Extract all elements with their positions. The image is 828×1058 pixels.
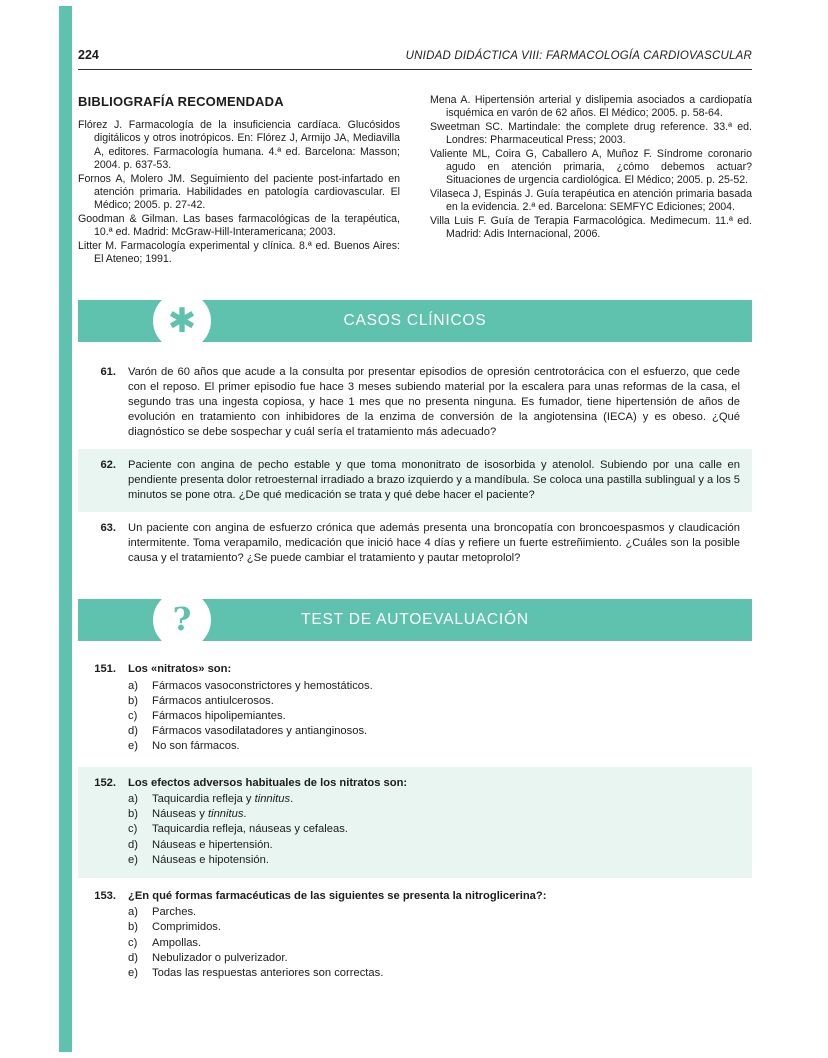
answer-option xyxy=(90,920,740,935)
option-letter: a) xyxy=(128,906,138,919)
page-content xyxy=(78,48,752,993)
running-title: UNIDAD DIDÁCTICA VIII: FARMACOLOGÍA CARDIOVASCULAR xyxy=(405,50,752,62)
question-head xyxy=(90,776,740,791)
text-segment: Fármacos hipolipemiantes. xyxy=(152,710,286,723)
answer-option xyxy=(90,838,740,853)
text-segment: Fármacos antiulcerosos. xyxy=(152,694,274,707)
question-mark-icon xyxy=(153,591,211,649)
answer-option xyxy=(90,951,740,966)
answer-option xyxy=(90,822,740,837)
text-segment: . xyxy=(290,792,294,805)
option-text xyxy=(152,853,740,868)
option-letter: e) xyxy=(128,966,138,979)
text-segment: Todas las respuestas anteriores son correctas. xyxy=(152,966,384,979)
page-number: 224 xyxy=(78,48,99,62)
option-letter: c) xyxy=(128,823,138,836)
test-question xyxy=(78,767,752,878)
clinical-case xyxy=(78,512,752,575)
reference-entry: Litter M. Farmacología experimental y clínica. 8.ª ed. Buenos Aires: El Ateneo; 1991. xyxy=(78,239,400,266)
option-letter: b) xyxy=(128,921,138,934)
question-stem: ¿En qué formas farmacéuticas de las siguientes se presenta la nitroglicerina?: xyxy=(128,889,547,902)
option-text xyxy=(152,709,740,724)
text-segment: Nebulizador o pulverizador. xyxy=(152,951,288,964)
text-segment: Fármacos vasoconstrictores y hemostáticos. xyxy=(152,679,373,692)
bibliography-section xyxy=(78,94,752,266)
test-question xyxy=(78,653,752,764)
option-letter: c) xyxy=(128,710,138,723)
text-segment: Náuseas e hipotensión. xyxy=(152,853,269,866)
option-letter: b) xyxy=(128,808,138,821)
option-letter: d) xyxy=(128,951,138,964)
case-number: 61. xyxy=(100,366,116,379)
option-text xyxy=(152,724,740,739)
text-segment: Fármacos vasodilatadores y antianginosos. xyxy=(152,725,368,738)
reference-entry: Goodman & Gilman. Las bases farmacológicas de la terapéutica, 10.ª ed. Madrid: McGraw-Hill-Interamericana; 2003. xyxy=(78,212,400,239)
option-text xyxy=(152,694,740,709)
italic-term: tinnitus xyxy=(207,808,244,821)
reference-entry: Villa Luis F. Guía de Terapia Farmacológica. Medimecum. 11.ª ed. Madrid: Adis Internacional, 2006. xyxy=(430,214,752,241)
option-text xyxy=(152,807,740,822)
case-text: Un paciente con angina de esfuerzo crónica que además presenta una broncopatía con broncoespasmos y claudicación intermitente. Toma verapamilo, medicación que inició hace 4 días y refiere un fuerte estreñimiento. ¿Cuáles son la posible causa y el tratamiento? ¿Se puede cambiar el tratamiento y pautar metoprolol? xyxy=(128,522,740,565)
case-number: 63. xyxy=(100,522,116,535)
answer-option xyxy=(90,807,740,822)
section-title-casos: CASOS CLÍNICOS xyxy=(343,312,487,330)
options-list xyxy=(90,905,740,981)
reference-entry: Vilaseca J, Espinás J. Guía terapéutica en atención primaria basada en la evidencia. 2.ª ed. Barcelona: SEMFYC Ediciones; 2004. xyxy=(430,187,752,214)
option-text xyxy=(152,951,740,966)
option-letter: d) xyxy=(128,725,138,738)
asterisk-glyph: ✱ xyxy=(167,302,197,341)
test-questions-list xyxy=(78,653,752,991)
question-stem: Los efectos adversos habituales de los nitratos son: xyxy=(128,776,408,789)
section-banner-casos-clinicos xyxy=(78,300,752,342)
question-number: 151. xyxy=(94,663,116,676)
answer-option xyxy=(90,853,740,868)
option-letter: b) xyxy=(128,694,138,707)
bibliography-right-column xyxy=(430,94,752,266)
text-segment: Ampollas. xyxy=(152,936,202,949)
option-text xyxy=(152,792,740,807)
option-text xyxy=(152,936,740,951)
reference-entry: Mena A. Hipertensión arterial y dislipemia asociados a cardiopatía isquémica en varón de 62 años. El Médico; 2005. p. 58-64. xyxy=(430,94,752,120)
option-letter: d) xyxy=(128,838,138,851)
page-header xyxy=(78,48,752,70)
reference-entry: Flórez J. Farmacología de la insuficiencia cardíaca. Glucósidos digitálicos y otros inotrópicos. En: Flórez J, Armijo JA, Mediavilla A, editores. Farmacología humana. 4.ª ed. Barcelona: Masson; 2004. p. 637-53. xyxy=(78,119,400,172)
option-text xyxy=(152,966,740,981)
text-segment: Taquicardia refleja y xyxy=(152,792,255,805)
text-segment: . xyxy=(243,808,247,821)
answer-option xyxy=(90,739,740,754)
clinical-case xyxy=(78,449,752,512)
answer-option xyxy=(90,792,740,807)
option-text xyxy=(152,838,740,853)
case-number: 62. xyxy=(100,459,116,472)
answer-option xyxy=(90,724,740,739)
text-segment: Náuseas y xyxy=(152,808,208,821)
option-letter: a) xyxy=(128,792,138,805)
options-list xyxy=(90,792,740,868)
section-banner-test-autoevaluacion xyxy=(78,599,752,641)
answer-option xyxy=(90,709,740,724)
bibliography-title: BIBLIOGRAFÍA RECOMENDADA xyxy=(78,94,284,109)
reference-entry: Valiente ML, Coira G, Caballero A, Muñoz F. Síndrome coronario agudo en atención primaria, ¿cómo debemos actuar? Situaciones de urgencia cardiológica. El Médico; 2005. p. 25-52. xyxy=(430,147,752,187)
case-text: Paciente con angina de pecho estable y que toma mononitrato de isosorbida y atenolol. Subiendo por una calle en pendiente presenta dolor retroesternal irradiado a brazo izquierdo y a mandíbula. Se coloca una pastilla sublingual y a los 5 minutos se pone otra. ¿De qué medicación se trata y qué debe hacer el paciente? xyxy=(128,459,740,502)
text-segment: Comprimidos. xyxy=(152,921,222,934)
answer-option xyxy=(90,966,740,981)
option-text xyxy=(152,920,740,935)
text-segment: No son fármacos. xyxy=(152,740,240,753)
clinical-cases-list xyxy=(78,356,752,575)
option-text xyxy=(152,679,740,694)
options-list xyxy=(90,679,740,755)
question-head xyxy=(90,889,740,904)
option-text xyxy=(152,739,740,754)
text-segment: Parches. xyxy=(152,906,197,919)
text-segment: Náuseas e hipertensión. xyxy=(152,838,273,851)
test-question xyxy=(78,880,752,991)
question-stem: Los «nitratos» son: xyxy=(128,663,232,676)
reference-entry: Sweetman SC. Martindale: the complete drug reference. 33.ª ed. Londres: Pharmaceutical Press; 2003. xyxy=(430,120,752,147)
answer-option xyxy=(90,936,740,951)
question-mark-glyph: ? xyxy=(172,599,192,638)
answer-option xyxy=(90,694,740,709)
question-head xyxy=(90,662,740,677)
case-text: Varón de 60 años que acude a la consulta por presentar episodios de opresión centrotorácica con el esfuerzo, que cede con el reposo. El primer episodio fue hace 3 meses subiendo material por la escalera para unas reformas de la casa, el segundo tras una ingesta copiosa, y hace 1 mes que no presenta ninguna. Es fumador, tiene hipertensión de años de evolución en tratamiento con inhibidores de la enzima de conversión de la angiotensina (IECA) y es obeso. ¿Qué diagnóstico se debe sospechar y cuál sería el tratamiento más adecuado? xyxy=(128,366,740,439)
option-letter: c) xyxy=(128,936,138,949)
option-letter: e) xyxy=(128,740,138,753)
option-letter: e) xyxy=(128,853,138,866)
section-title-test: TEST DE AUTOEVALUACIÓN xyxy=(301,611,529,629)
italic-term: tinnitus xyxy=(254,792,291,805)
reference-entry: Fornos A, Molero JM. Seguimiento del paciente post-infartado en atención primaria. Habilidades en patología cardiovascular. El Médico; 2005. p. 27-42. xyxy=(78,172,400,212)
question-number: 153. xyxy=(94,889,116,902)
option-text xyxy=(152,822,740,837)
clinical-case xyxy=(78,356,752,449)
text-segment: Taquicardia refleja, náuseas y cefaleas. xyxy=(152,823,348,836)
option-text xyxy=(152,905,740,920)
option-letter: a) xyxy=(128,679,138,692)
answer-option xyxy=(90,679,740,694)
bibliography-left-column xyxy=(78,94,400,266)
question-number: 152. xyxy=(94,776,116,789)
answer-option xyxy=(90,905,740,920)
page-accent-bar xyxy=(59,6,72,1052)
